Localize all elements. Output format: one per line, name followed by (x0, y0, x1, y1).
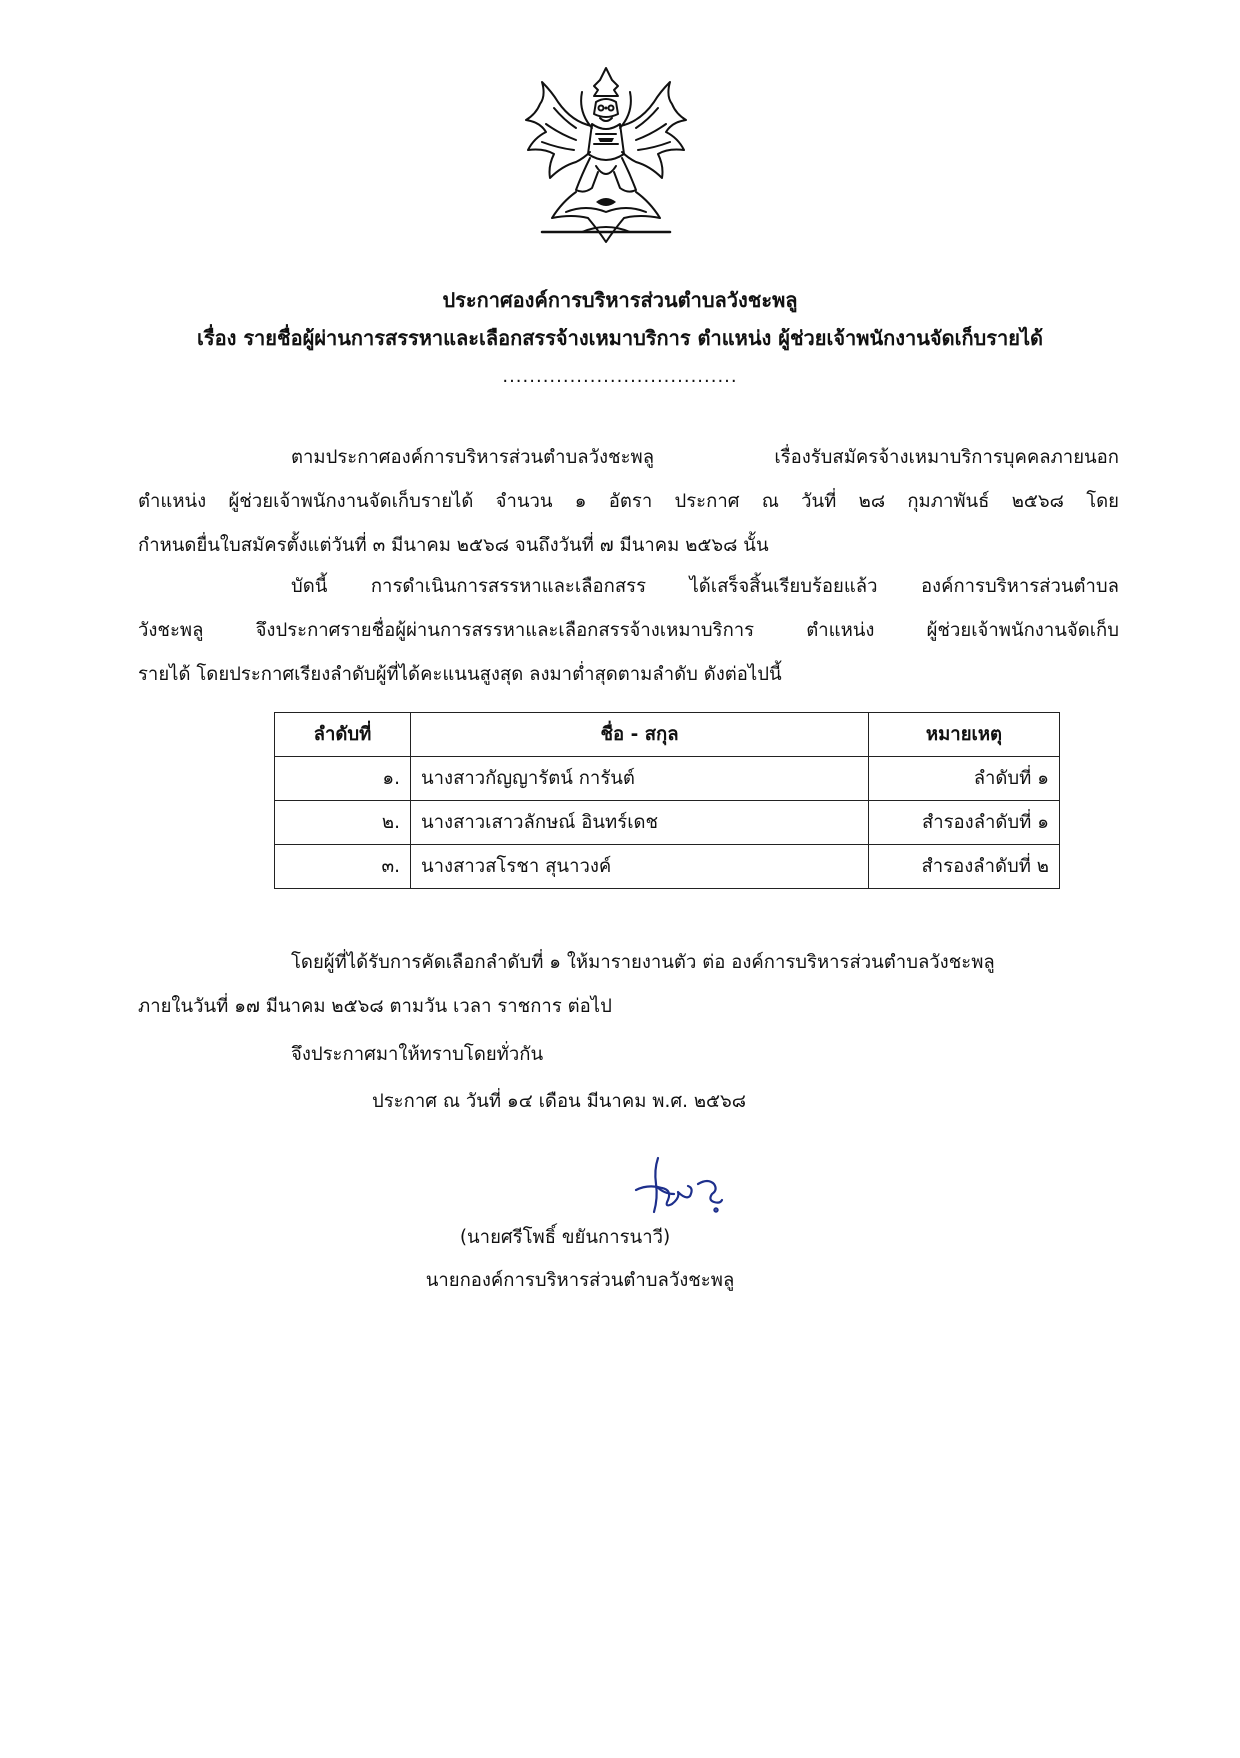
handwritten-signature-icon (628, 1150, 738, 1220)
results-table (274, 712, 1060, 889)
row-name: นางสาวเสาวลักษณ์ อินทร์เดช (411, 801, 869, 845)
row-name: นางสาวกัญญารัตน์ การันต์ (411, 757, 869, 801)
closing-statement: จึงประกาศมาให้ทราบโดยทั่วกัน (291, 1044, 544, 1065)
row-order: ๓. (275, 845, 411, 889)
table-row (275, 757, 1060, 801)
signatory-position: นายกองค์การบริหารส่วนตำบลวังชะพลู (425, 1270, 735, 1291)
paragraph-3-line-1: โดยผู้ที่ได้รับการคัดเลือกลำดับที่ ๑ ให้มารายงานตัว ต่อ องค์การบริหารส่วนตำบลวังชะพลู (291, 952, 995, 973)
paragraph-2-line-2: วังชะพลู จึงประกาศรายชื่อผู้ผ่านการสรรหาและเลือกสรรจ้างเหมาบริการ ตำแหน่ง ผู้ช่วยเจ้าพนักงานจัดเก็บ (138, 620, 1119, 641)
column-header-order: ลำดับที่ (275, 713, 411, 757)
column-header-note: หมายเหตุ (869, 713, 1060, 757)
table-row (275, 845, 1060, 889)
paragraph-2-line-3: รายได้ โดยประกาศเรียงลำดับผู้ที่ได้คะแนนสูงสุด ลงมาต่ำสุดตามลำดับ ดังต่อไปนี้ (138, 664, 782, 685)
announcement-date: ประกาศ ณ วันที่ ๑๔ เดือน มีนาคม พ.ศ. ๒๕๖๘ (372, 1091, 747, 1112)
table-header-row (275, 713, 1060, 757)
signatory-name: (นายศรีโพธิ์ ขยันการนาวี) (459, 1227, 671, 1248)
paragraph-1-line-2: ตำแหน่ง ผู้ช่วยเจ้าพนักงานจัดเก็บรายได้ จำนวน ๑ อัตรา ประกาศ ณ วันที่ ๒๘ กุมภาพันธ์ ๒๕๖๘ โดย (138, 491, 1119, 512)
row-order: ๒. (275, 801, 411, 845)
paragraph-1-line-1: ตามประกาศองค์การบริหารส่วนตำบลวังชะพลู เรื่องรับสมัครจ้างเหมาบริการบุคคลภายนอก (291, 447, 1119, 468)
row-note: ลำดับที่ ๑ (869, 757, 1060, 801)
row-note: สำรองลำดับที่ ๑ (869, 801, 1060, 845)
paragraph-2-line-1: บัดนี้ การดำเนินการสรรหาและเลือกสรร ได้เสร็จสิ้นเรียบร้อยแล้ว องค์การบริหารส่วนตำบล (291, 576, 1119, 597)
row-note: สำรองลำดับที่ ๒ (869, 845, 1060, 889)
title-separator: ................................... (502, 366, 738, 387)
table-row (275, 801, 1060, 845)
row-name: นางสาวสโรชา สุนาวงค์ (411, 845, 869, 889)
column-header-name: ชื่อ - สกุล (411, 713, 869, 757)
paragraph-3-line-2: ภายในวันที่ ๑๗ มีนาคม ๒๕๖๘ ตามวัน เวลา ราชการ ต่อไป (138, 996, 612, 1017)
garuda-emblem-icon (512, 62, 700, 248)
paragraph-1-line-3: กำหนดยื่นใบสมัครตั้งแต่วันที่ ๓ มีนาคม ๒๕๖๘ จนถึงวันที่ ๗ มีนาคม ๒๕๖๘ นั้น (138, 535, 769, 556)
announcement-title: ประกาศองค์การบริหารส่วนตำบลวังชะพลู (442, 288, 798, 312)
row-order: ๑. (275, 757, 411, 801)
subject-line: เรื่อง รายชื่อผู้ผ่านการสรรหาและเลือกสรรจ้างเหมาบริการ ตำแหน่ง ผู้ช่วยเจ้าพนักงานจัดเก็บรายได้ (197, 326, 1043, 350)
